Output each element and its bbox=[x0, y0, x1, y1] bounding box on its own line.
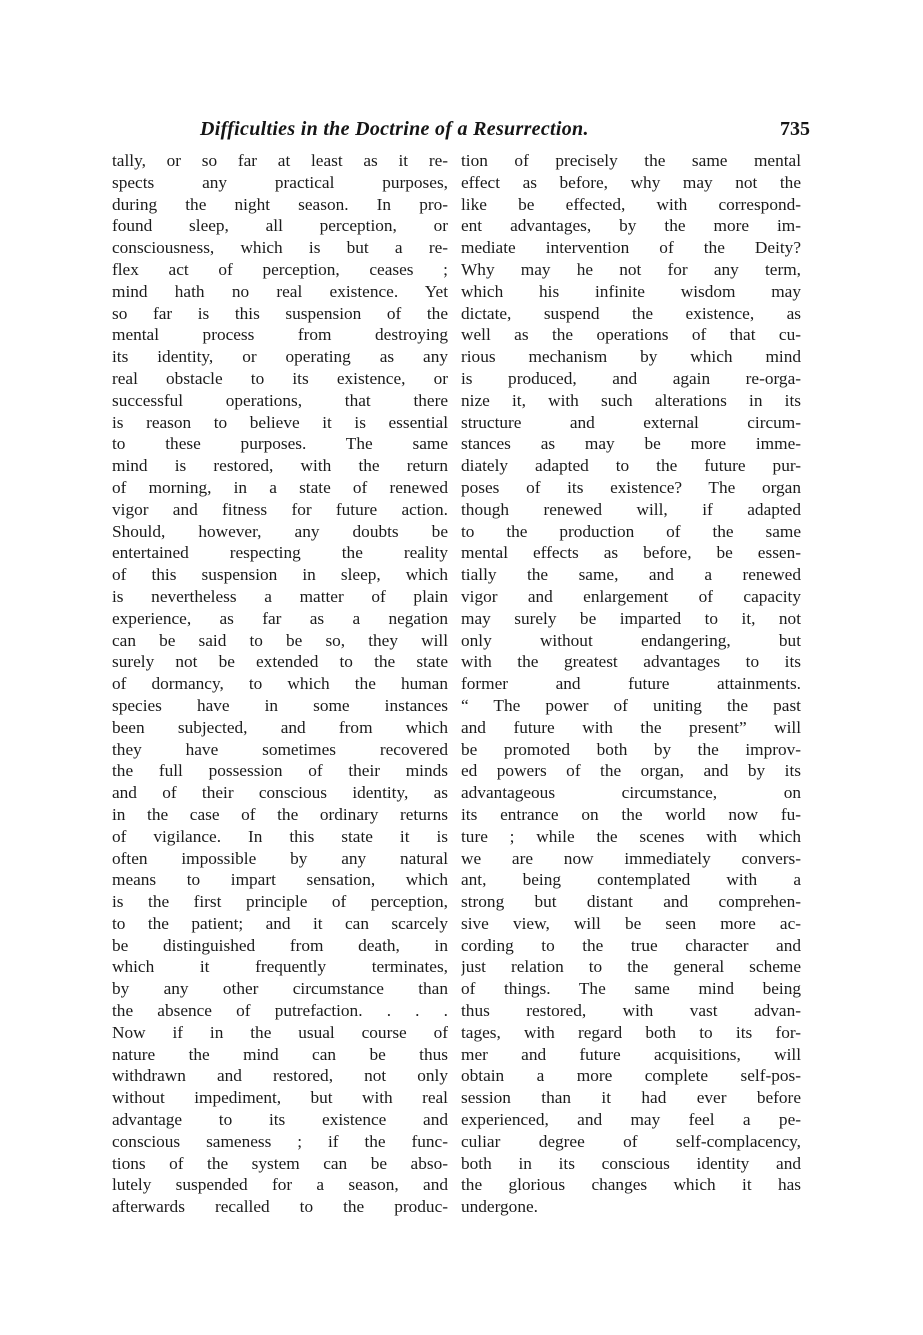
right-column-line: be promoted both by the improv- bbox=[461, 739, 801, 759]
left-column-line: tally, or so far at least as it re- bbox=[112, 151, 448, 170]
right-column-line: ed powers of the organ, and by its bbox=[461, 761, 801, 781]
left-column-line: been subjected, and from which bbox=[112, 717, 448, 737]
left-column-line: real obstacle to its existence, or bbox=[112, 368, 448, 388]
right-column-line: ture ; while the scenes with which bbox=[461, 826, 801, 846]
left-column-line: entertained respecting the reality bbox=[112, 543, 448, 563]
left-column-line: withdrawn and restored, not only bbox=[112, 1066, 448, 1086]
left-column-line: tions of the system can be abso- bbox=[112, 1153, 448, 1173]
right-column-line: experienced, and may feel a pe- bbox=[461, 1110, 801, 1130]
right-column-line: strong but distant and comprehen- bbox=[461, 892, 801, 912]
left-column-line: to these purposes. The same bbox=[112, 434, 448, 454]
right-column-line: like be effected, with correspond- bbox=[461, 194, 801, 214]
left-column-line: nature the mind can be thus bbox=[112, 1044, 448, 1064]
left-column-line: can be said to be so, they will bbox=[112, 630, 448, 650]
right-column-line: mer and future acquisitions, will bbox=[461, 1044, 801, 1064]
right-column-line: may surely be imparted to it, not bbox=[461, 608, 801, 628]
right-column-line: culiar degree of self-complacency, bbox=[461, 1131, 801, 1151]
right-column-line: and future with the present” will bbox=[461, 717, 801, 737]
left-column-line: vigor and fitness for future action. bbox=[112, 499, 448, 519]
left-column-line: by any other circumstance than bbox=[112, 979, 448, 999]
right-column-line: obtain a more complete self-pos- bbox=[461, 1066, 801, 1086]
left-column-line: spects any practical purposes, bbox=[112, 172, 448, 192]
right-column-line: just relation to the general scheme bbox=[461, 957, 801, 977]
right-column-line: rious mechanism by which mind bbox=[461, 347, 801, 367]
left-column-line: be distinguished from death, in bbox=[112, 935, 448, 955]
left-column-line: mind hath no real existence. Yet bbox=[112, 281, 448, 301]
left-column-line: of vigilance. In this state it is bbox=[112, 826, 448, 846]
left-column-line: mental process from destroying bbox=[112, 325, 448, 345]
right-column-line: mental effects as before, be essen- bbox=[461, 543, 801, 563]
right-column-line: sive view, will be seen more ac- bbox=[461, 913, 801, 933]
right-column-line: of things. The same mind being bbox=[461, 979, 801, 999]
left-column-line: is the first principle of perception, bbox=[112, 892, 448, 912]
left-column-line: in the case of the ordinary returns bbox=[112, 804, 448, 824]
left-column-line: species have in some instances bbox=[112, 695, 448, 715]
left-column-line: mind is restored, with the return bbox=[112, 456, 448, 476]
left-text-column bbox=[112, 150, 448, 1218]
left-column-line: advantage to its existence and bbox=[112, 1110, 448, 1130]
left-column-line: so far is this suspension of the bbox=[112, 303, 448, 323]
running-head bbox=[110, 118, 810, 148]
right-column-line: “ The power of uniting the past bbox=[461, 695, 801, 715]
left-column-line: which it frequently terminates, bbox=[112, 957, 448, 977]
right-column-line: tages, with regard both to its for- bbox=[461, 1022, 801, 1042]
left-column-line: without impediment, but with real bbox=[112, 1088, 448, 1108]
left-column-line: surely not be extended to the state bbox=[112, 652, 448, 672]
left-column-line: conscious sameness ; if the func- bbox=[112, 1131, 448, 1151]
right-column-line: thus restored, with vast advan- bbox=[461, 1001, 801, 1021]
running-title: Difficulties in the Doctrine of a Resurrection. bbox=[200, 118, 589, 140]
right-column-line: former and future attainments. bbox=[461, 674, 801, 694]
right-column-line: though renewed will, if adapted bbox=[461, 499, 801, 519]
left-column-line: afterwards recalled to the produc- bbox=[112, 1197, 448, 1217]
right-column-line: nize it, with such alterations in its bbox=[461, 390, 801, 410]
right-column-line: which his infinite wisdom may bbox=[461, 281, 801, 301]
right-column-line: its entrance on the world now fu- bbox=[461, 804, 801, 824]
right-column-line: Why may he not for any term, bbox=[461, 259, 801, 279]
right-column-line: structure and external circum- bbox=[461, 412, 801, 432]
left-column-line: often impossible by any natural bbox=[112, 848, 448, 868]
right-column-line: stances as may be more imme- bbox=[461, 434, 801, 454]
right-column-line: mediate intervention of the Deity? bbox=[461, 238, 801, 258]
right-column-line: cording to the true character and bbox=[461, 935, 801, 955]
right-column-line: well as the operations of that cu- bbox=[461, 325, 801, 345]
right-column-line: with the greatest advantages to its bbox=[461, 652, 801, 672]
left-column-line: Now if in the usual course of bbox=[112, 1022, 448, 1042]
left-column-line: to the patient; and it can scarcely bbox=[112, 913, 448, 933]
right-column-line: effect as before, why may not the bbox=[461, 172, 801, 192]
right-column-line: session than it had ever before bbox=[461, 1088, 801, 1108]
left-column-line: experience, as far as a negation bbox=[112, 608, 448, 628]
right-column-line: dictate, suspend the existence, as bbox=[461, 303, 801, 323]
left-column-line: successful operations, that there bbox=[112, 390, 448, 410]
left-column-line: the absence of putrefaction. . . . bbox=[112, 1001, 448, 1021]
right-column-line: advantageous circumstance, on bbox=[461, 783, 801, 803]
left-column-line: of dormancy, to which the human bbox=[112, 674, 448, 694]
left-column-line: means to impart sensation, which bbox=[112, 870, 448, 890]
left-column-line: flex act of perception, ceases ; bbox=[112, 259, 448, 279]
right-column-line: only without endangering, but bbox=[461, 630, 801, 650]
left-column-line: found sleep, all perception, or bbox=[112, 216, 448, 236]
left-column-line: consciousness, which is but a re- bbox=[112, 238, 448, 258]
left-column-line: lutely suspended for a season, and bbox=[112, 1175, 448, 1195]
right-column-line: is produced, and again re-orga- bbox=[461, 368, 801, 388]
left-column-line: Should, however, any doubts be bbox=[112, 521, 448, 541]
left-column-line: they have sometimes recovered bbox=[112, 739, 448, 759]
right-column-line: the glorious changes which it has bbox=[461, 1175, 801, 1195]
left-column-line: is reason to believe it is essential bbox=[112, 412, 448, 432]
right-text-column bbox=[461, 150, 801, 1218]
left-column-line: of morning, in a state of renewed bbox=[112, 477, 448, 497]
left-column-line: is nevertheless a matter of plain bbox=[112, 586, 448, 606]
right-column-line: ent advantages, by the more im- bbox=[461, 216, 801, 236]
right-column-line: we are now immediately convers- bbox=[461, 848, 801, 868]
page-number: 735 bbox=[780, 118, 810, 140]
right-column-line: both in its conscious identity and bbox=[461, 1153, 801, 1173]
right-column-line: vigor and enlargement of capacity bbox=[461, 586, 801, 606]
right-column-line: tion of precisely the same mental bbox=[461, 151, 801, 170]
left-column-line: the full possession of their minds bbox=[112, 761, 448, 781]
left-column-line: its identity, or operating as any bbox=[112, 347, 448, 367]
right-column-line: undergone. bbox=[461, 1197, 538, 1217]
left-column-line: during the night season. In pro- bbox=[112, 194, 448, 214]
right-column-line: poses of its existence? The organ bbox=[461, 477, 801, 497]
right-column-line: tially the same, and a renewed bbox=[461, 565, 801, 585]
left-column-line: of this suspension in sleep, which bbox=[112, 565, 448, 585]
left-column-line: and of their conscious identity, as bbox=[112, 783, 448, 803]
right-column-line: diately adapted to the future pur- bbox=[461, 456, 801, 476]
right-column-line: ant, being contemplated with a bbox=[461, 870, 801, 890]
right-column-line: to the production of the same bbox=[461, 521, 801, 541]
